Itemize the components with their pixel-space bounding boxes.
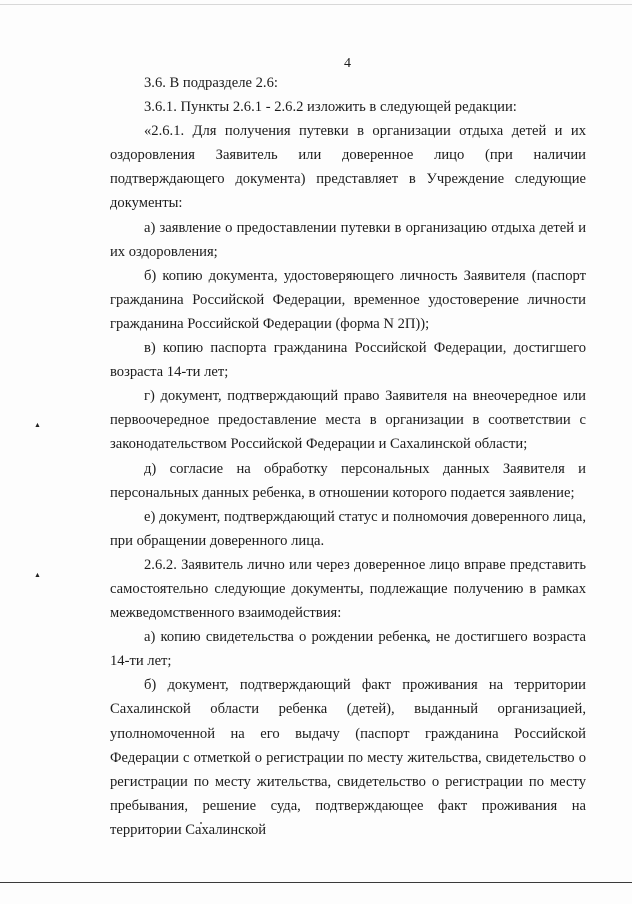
paragraph-2-6-1: «2.6.1. Для получения путевки в организации отдыха детей и их оздоровления Заявитель или доверенное лицо (при наличии подтверждающего документа) представляет в Учреждение следующие документы:	[110, 123, 586, 212]
document-body	[110, 71, 586, 842]
binding-hole-mark-upper: ▲	[34, 421, 41, 429]
list-item-a: а) заявление о предоставлении путевки в организацию отдыха детей и их оздоровления;	[110, 219, 586, 260]
paragraph-3-6: 3.6. В подразделе 2.6:	[144, 75, 278, 91]
list-item-b: б) копию документа, удостоверяющего личность Заявителя (паспорт гражданина Российской Федерации, временное удостоверение личности гражданина Российской Федерации (форма N 2П));	[110, 267, 586, 332]
bottom-scan-edge	[0, 882, 632, 883]
top-scan-edge	[0, 4, 632, 5]
list-item-g: г) документ, подтверждающий право Заявителя на внеочередное или первоочередное предоставление места в организации в соответствии с законодательством Российской Федерации и Сахалинской области;	[110, 388, 586, 453]
paragraph-2-6-2: 2.6.2. Заявитель лично или через доверенное лицо вправе представить самостоятельно следующие документы, подлежащие получению в рамках межведомственного взаимодействия:	[110, 556, 586, 622]
paragraph-3-6-1: 3.6.1. Пункты 2.6.1 - 2.6.2 изложить в следующей редакции:	[144, 99, 517, 116]
list-item-b-2: б) документ, подтверждающий факт проживания на территории Сахалинской области ребенка (детей), выданный организацией, уполномоченной на его выдачу (паспорт гражданина Российской Федерации с отметкой о регистрации по месту жительства, свидетельство о регистрации по месту жительства, свидетельство о регистрации по месту пребывания, решение суда, подтверждающее факт проживания на территории Сахалинской	[110, 677, 586, 838]
list-item-e: е) документ, подтверждающий статус и полномочия доверенного лица, при обращении доверенного лица.	[110, 508, 586, 549]
binding-hole-mark-lower: ▲	[34, 571, 41, 579]
list-item-a-2: а) копию свидетельства о рождении ребенка, не достигшего возраста 14-ти лет;	[110, 629, 586, 670]
list-item-d: д) согласие на обработку персональных данных Заявителя и персональных данных ребенка, в отношении которого подается заявление;	[110, 460, 586, 501]
list-item-v: в) копию паспорта гражданина Российской Федерации, достигшего возраста 14-ти лет;	[110, 340, 586, 381]
page-number: 4	[344, 56, 351, 71]
